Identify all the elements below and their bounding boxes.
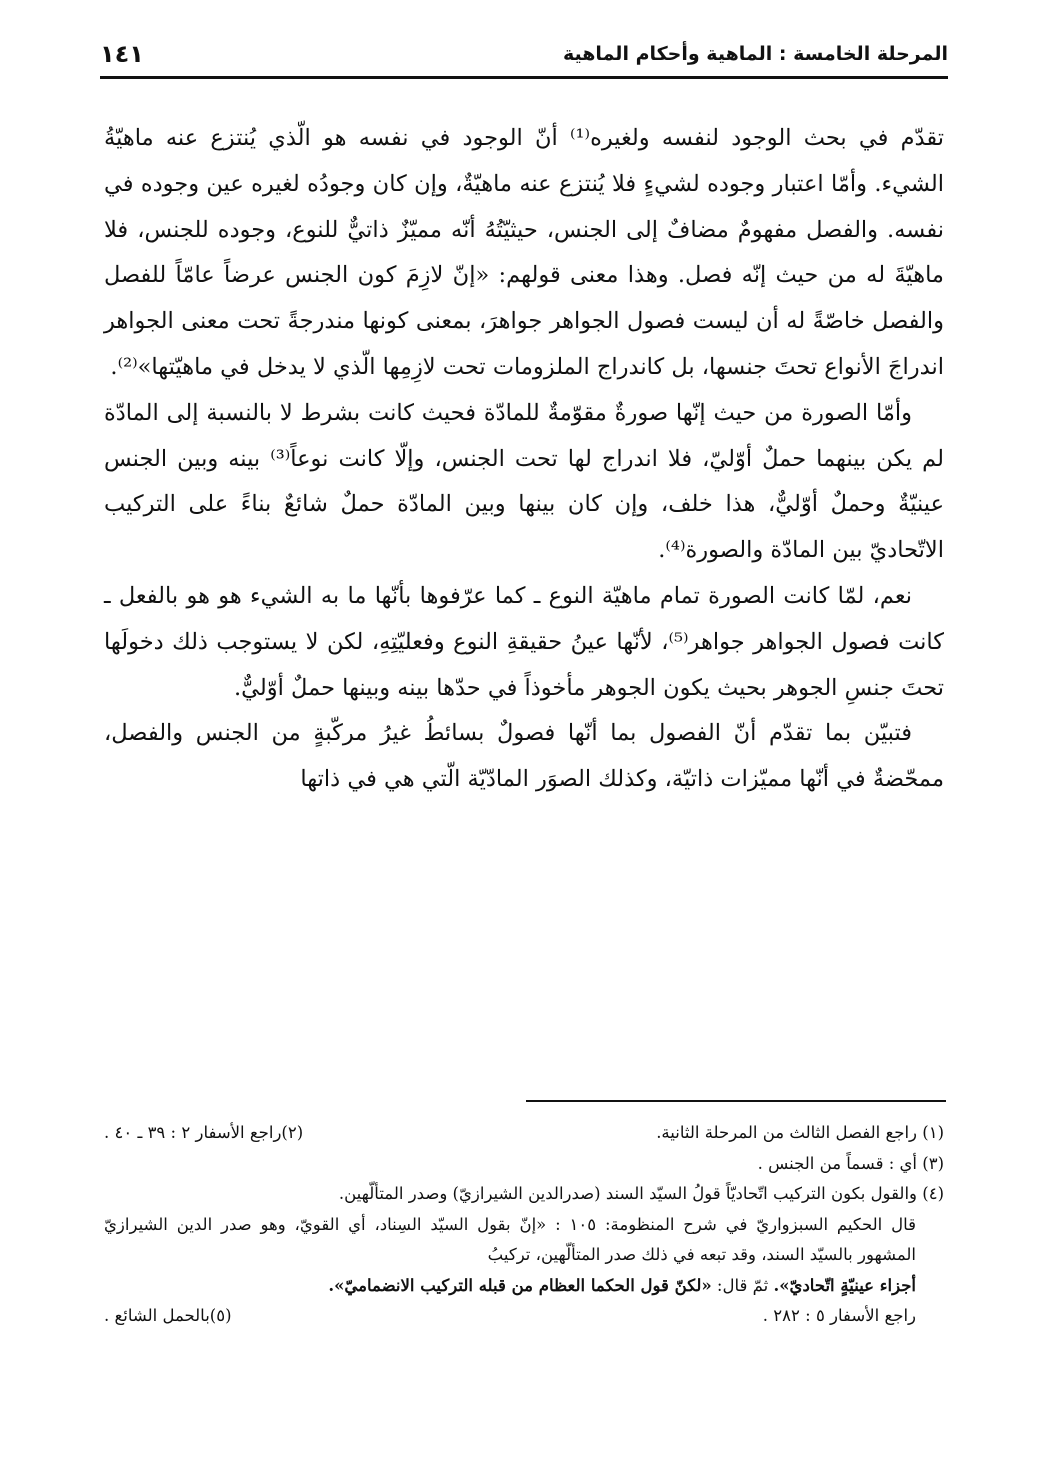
paragraph-4: فتبيّن بما تقدّم أنّ الفصول بما أنّها فصولٌ بسائطُ غيرُ مركّبةٍ من الجنس والفصل، ممحّضةٌ في أنّها مميّزات ذاتيّة، وكذلك الصوَر المادّيّة الّتي هي في ذاتها [104,720,944,793]
footnote-1: (١) راجع الفصل الثالث من المرحلة الثانية. [656,1123,944,1142]
footnote-4-bold-quote: أجزاء عينيّةٍ اتّحاديّ». [773,1275,916,1295]
footnote-divider [526,1100,946,1102]
footnote-5: (٥)بالحمل الشائع . [104,1306,232,1325]
footnote-row-1 [104,1118,944,1149]
paragraph-1: تقدّم في بحث الوجود لنفسه ولغيره⁽¹⁾ أنّ الوجود في نفسه هو الّذي يُنتزع عنه ماهيّةُ الشيء. وأمّا اعتبار وجوده لشيءٍ فلا يُنتزع عنه ماهيّةٌ، وإن كان وجودُه لغيره عين وجوده في نفسه. والفصل مفهومٌ مضافٌ إلى الجنس، حيثيّتُهُ أنّه مميّزٌ ذاتيٌّ للنوع، وجوده للجنس، فلا ماهيّةَ له من حيث إنّه فصل. وهذا معنى قولهم: «إنّ لازِمَ كون الجنس عرضاً عامّاً للفصل والفصل خاصّةً له أن ليست فصول الجواهر جواهرَ، بمعنى كونها مندرجةً تحت معنى الجواهر اندراجَ الأنواع تحتَ جنسها، بل كاندراج الملزومات تحت لازِمِها الّذي لا يدخل في ماهيّتها»⁽²⁾. [104,125,944,380]
footnote-4-bold-quote-2: «لكنّ قول الحكما العظام من قبله التركيب الانضماميّ». [328,1275,712,1295]
footnote-row-last [104,1301,944,1332]
footnote-3: (٣) أي : قسماً من الجنس . [757,1153,944,1173]
footnote-4-quote: قال الحكيم السبزواريّ في شرح المنظومة: ١٠٥ : «إنّ بقول السيّد السِناد، أي القويّ، وهو صدر الدين الشيرازيّ المشهور بالسيّد السند، وقد تبعه في ذلك صدر المتألّهين، تركيبُ [104,1214,916,1264]
footnote-4-reference: راجع الأسفار ٥ : ٢٨٢ . [762,1306,916,1325]
footnotes [104,1118,944,1332]
header-divider [100,76,948,79]
paragraph-2: وأمّا الصورة من حيث إنّها صورةٌ مقوّمةٌ للمادّة فحيث كانت بشرط لا بالنسبة إلى المادّة لم يكن بينهما حملٌ أوّليّ، فلا اندراج لها تحت الجنس، وإلّا كانت نوعاً⁽³⁾ بينه وبين الجنس عينيّةٌ وحملٌ أوّليٌّ، هذا خلف، وإن كان بينها وبين المادّة حملٌ شائعٌ بناءً على التركيب الاتّحاديّ بين المادّة والصورة⁽⁴⁾. [104,399,944,564]
footnote-4-line-1: (٤) والقول بكون التركيب اتّحاديّاً قولُ السيّد السند (صدرالدين الشيرازيّ) وصدر المتألّهين. [338,1184,944,1203]
running-header [100,34,948,74]
paragraph-3: نعم، لمّا كانت الصورة تمام ماهيّة النوع ـ كما عرّفوها بأنّها ما به الشيء هو هو بالفعل ـ كانت فصول الجواهر جواهر⁽⁵⁾، لأنّها عينُ حقيقةِ النوع وفعليّتِهِ، لكن لا يستوجب ذلك دخولَها تحتَ جنسِ الجوهر بحيث يكون الجوهر مأخوذاً في حدّها بينه وبينها حملٌ أوّليٌّ. [104,582,945,701]
footnote-4-continuation [104,1271,944,1302]
running-header-title: المرحلة الخامسة : الماهية وأحكام الماهية [562,43,948,65]
footnote-4-connector: ثمّ قال: [711,1275,774,1295]
main-text [104,116,944,803]
footnote-2: (٢)راجع الأسفار ٢ : ٣٩ ـ ٤٠ . [104,1123,304,1142]
page-number: ١٤١ [100,40,144,68]
